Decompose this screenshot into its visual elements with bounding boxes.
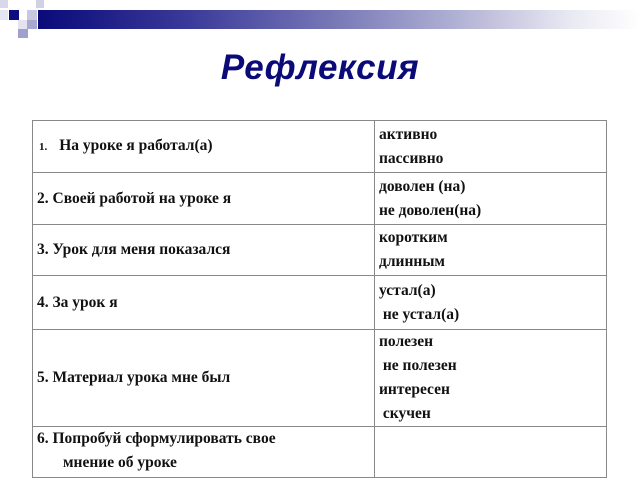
answer-option: полезен (379, 333, 434, 350)
question-cell (33, 121, 375, 173)
reflection-table (32, 120, 607, 478)
header-gradient-bar (38, 10, 640, 29)
decor-square (18, 29, 28, 38)
page-title: Рефлексия (220, 48, 420, 87)
table-row (33, 121, 607, 173)
question-number: 1. (39, 141, 48, 153)
question-cell (33, 173, 375, 225)
question-cell (33, 427, 375, 478)
answer-option: пассивно (379, 149, 444, 167)
question-text: 5. Материал урока мне был (37, 369, 231, 386)
answer-option: коротким (379, 229, 448, 246)
table-row (33, 330, 607, 427)
decor-square (27, 10, 37, 20)
answer-cell (375, 276, 607, 330)
answer-option: активно (379, 125, 438, 143)
question-cell (33, 276, 375, 330)
answer-option: интересен (379, 381, 450, 398)
answer-cell (375, 121, 607, 173)
answer-option: не полезен (379, 357, 457, 374)
question-cell (33, 225, 375, 276)
question-cell (33, 330, 375, 427)
question-text: На уроке я работал(а) (59, 137, 213, 154)
question-text: 6. Попробуй сформулировать свое (37, 430, 276, 447)
answer-cell (375, 330, 607, 427)
answer-option: длинным (379, 253, 445, 270)
question-text-continued: мнение об уроке (63, 454, 177, 471)
table-row (33, 225, 607, 276)
decor-square (27, 20, 37, 29)
decor-square (0, 10, 8, 20)
answer-cell (375, 225, 607, 276)
table-row (33, 173, 607, 225)
answer-option: не устал(а) (379, 305, 460, 323)
answer-option: устал(а) (379, 281, 436, 299)
decor-square (36, 0, 44, 8)
question-text: 4. За урок я (37, 293, 118, 311)
answer-option: доволен (на) (379, 177, 466, 195)
answer-option: не доволен(на) (379, 201, 482, 219)
answer-cell-empty[interactable] (375, 427, 607, 478)
decor-square (0, 0, 8, 8)
table-row (33, 427, 607, 478)
question-text: 2. Своей работой на уроке я (37, 189, 232, 207)
answer-option: скучен (379, 405, 431, 422)
table-row (33, 276, 607, 330)
decor-square (9, 10, 19, 20)
question-text: 3. Урок для меня показался (37, 241, 231, 258)
answer-cell (375, 173, 607, 225)
